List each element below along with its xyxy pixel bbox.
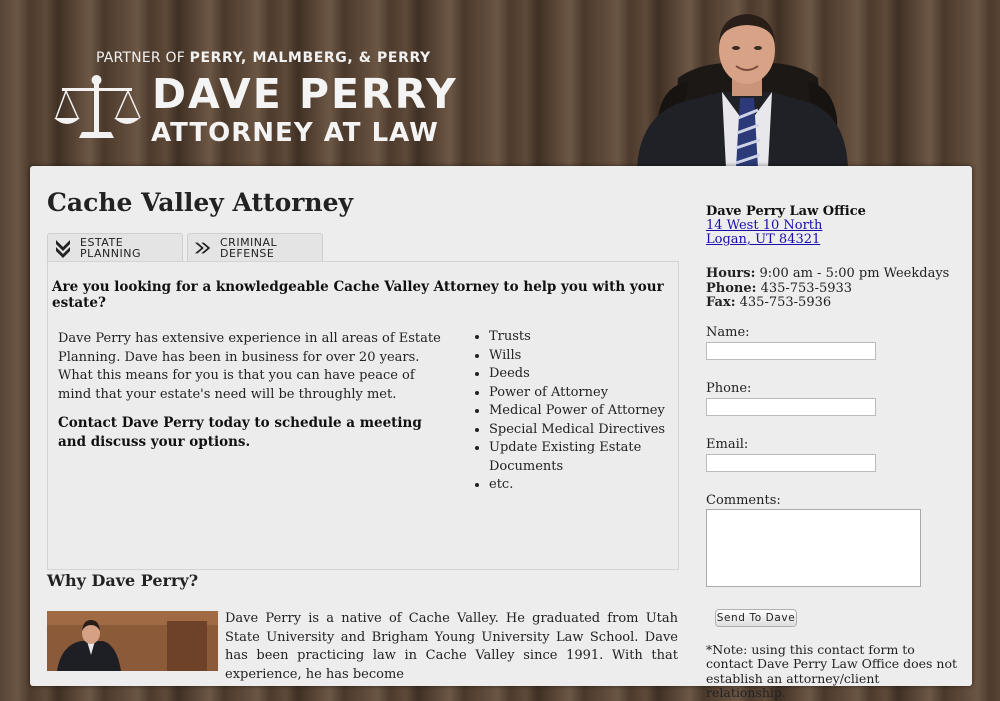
tab-content-estate-planning <box>47 261 679 570</box>
list-item: • Trusts <box>489 328 669 347</box>
address-line-1-link[interactable]: 14 West 10 North <box>706 218 823 233</box>
list-item: • Deeds <box>489 365 669 384</box>
double-chevron-right-icon <box>194 238 212 258</box>
partner-tagline <box>96 50 431 66</box>
list-item: • Medical Power of Attorney <box>489 402 669 421</box>
name-field[interactable] <box>706 342 876 360</box>
office-name: Dave Perry Law Office <box>706 204 866 219</box>
disclaimer-note: *Note: using this contact form to contact Dave Perry Law Office does not establish an attorney/client relationship. <box>706 641 958 700</box>
brand-subtitle: ATTORNEY AT LAW <box>151 118 439 148</box>
name-label: Name: <box>706 324 750 340</box>
list-item: • etc. <box>489 476 669 495</box>
attorney-portrait <box>632 8 862 168</box>
tab-line: DEFENSE <box>220 247 275 260</box>
list-item: • Power of Attorney <box>489 384 669 403</box>
estate-question: Are you looking for a knowledgeable Cache Valley Attorney to help you with your estate? <box>52 279 664 311</box>
tab-estate-planning-label <box>80 237 141 259</box>
why-heading: Why Dave Perry? <box>47 571 199 590</box>
fax-value: 435-753-5936 <box>739 295 832 310</box>
tab-criminal-defense[interactable] <box>187 233 323 262</box>
fax-label: Fax: <box>706 295 736 310</box>
contact-form <box>706 325 966 627</box>
why-text: Dave Perry is a native of Cache Valley. He graduated from Utah State University and Brigham Young University Law School. Dave has been practicing law in Cache Valley since 1991. With that experience, he has become <box>225 611 678 682</box>
partner-prefix: PARTNER OF <box>96 50 185 66</box>
tab-line: ESTATE <box>80 236 124 249</box>
double-chevron-down-icon <box>54 238 72 258</box>
content-panel <box>30 166 972 700</box>
scales-of-justice-icon <box>52 70 142 142</box>
tab-line: PLANNING <box>80 247 141 260</box>
phone-field[interactable] <box>706 398 876 416</box>
tab-criminal-defense-label <box>220 237 277 259</box>
services-list <box>489 328 669 495</box>
list-item: • Wills <box>489 347 669 366</box>
email-field[interactable] <box>706 454 876 472</box>
comments-label: Comments: <box>706 492 781 508</box>
practice-tabs <box>47 233 323 262</box>
address-line-2-link[interactable]: Logan, UT 84321 <box>706 232 821 247</box>
estate-intro: Dave Perry has extensive experience in all areas of Estate Planning. Dave has been in business for over 20 years. What this means for you is that you can have peace of mind that your estate's need will be throughly met. <box>58 331 441 402</box>
site-header <box>0 0 1000 170</box>
brand-name: DAVE PERRY <box>152 70 458 118</box>
partner-firm: PERRY, MALMBERG, & PERRY <box>189 50 431 66</box>
comments-field[interactable] <box>706 509 921 587</box>
contact-cta: Contact Dave Perry today to schedule a meeting and discuss your options. <box>58 415 422 450</box>
tab-line: CRIMINAL <box>220 236 278 249</box>
office-details <box>706 267 966 311</box>
send-to-dave-button[interactable]: Send To Dave <box>715 609 797 627</box>
page-title: Cache Valley Attorney <box>47 188 354 217</box>
phone-label: Phone: <box>706 280 757 296</box>
contact-sidebar <box>706 204 966 701</box>
list-item: • Update Existing Estate Documents <box>489 439 669 476</box>
hours-label: Hours: <box>706 266 756 281</box>
list-item: • Special Medical Directives <box>489 421 669 440</box>
phone-value: 435-753-5933 <box>760 280 853 296</box>
tab-estate-planning[interactable] <box>47 233 183 262</box>
hours-value: 9:00 am - 5:00 pm Weekdays <box>759 266 950 281</box>
phone-field-label: Phone: <box>706 380 752 396</box>
office-photo <box>47 611 218 671</box>
email-label: Email: <box>706 436 749 452</box>
